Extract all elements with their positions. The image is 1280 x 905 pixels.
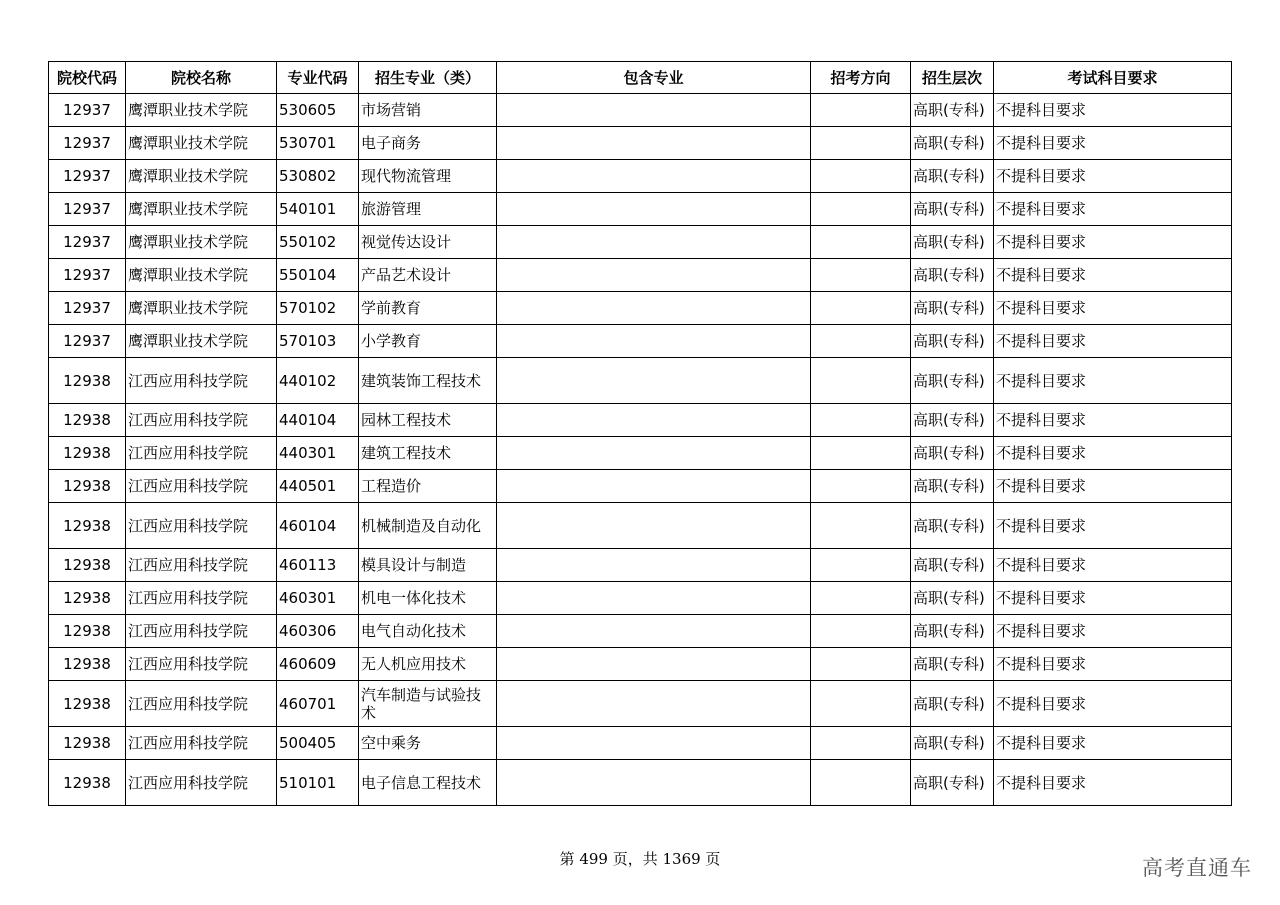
table-row	[49, 94, 1232, 127]
admissions-table	[48, 61, 1232, 806]
cell-level: 高职(专科)	[911, 727, 994, 760]
cell-school-code: 12938	[49, 582, 126, 615]
cell-level: 高职(专科)	[911, 437, 994, 470]
table-row	[49, 549, 1232, 582]
cell-included-majors	[497, 160, 811, 193]
cell-major: 市场营销	[359, 94, 497, 127]
cell-school-name: 江西应用科技学院	[126, 358, 277, 404]
cell-major-code: 460113	[277, 549, 359, 582]
header-major-code: 专业代码	[277, 62, 359, 94]
table-row	[49, 325, 1232, 358]
cell-level: 高职(专科)	[911, 94, 994, 127]
cell-major-code: 460609	[277, 648, 359, 681]
cell-included-majors	[497, 292, 811, 325]
cell-major-code: 530701	[277, 127, 359, 160]
cell-school-code: 12937	[49, 259, 126, 292]
table-row	[49, 503, 1232, 549]
cell-school-name: 江西应用科技学院	[126, 681, 277, 727]
cell-level: 高职(专科)	[911, 358, 994, 404]
cell-major: 现代物流管理	[359, 160, 497, 193]
cell-major: 空中乘务	[359, 727, 497, 760]
table-row	[49, 127, 1232, 160]
cell-school-name: 江西应用科技学院	[126, 470, 277, 503]
cell-included-majors	[497, 226, 811, 259]
cell-direction	[811, 259, 911, 292]
cell-requirement: 不提科目要求	[994, 760, 1232, 806]
cell-requirement: 不提科目要求	[994, 226, 1232, 259]
cell-school-code: 12938	[49, 358, 126, 404]
cell-major-code: 550102	[277, 226, 359, 259]
cell-major-code: 460301	[277, 582, 359, 615]
table-row	[49, 582, 1232, 615]
cell-included-majors	[497, 648, 811, 681]
cell-school-name: 江西应用科技学院	[126, 760, 277, 806]
cell-school-code: 12937	[49, 292, 126, 325]
cell-school-code: 12937	[49, 325, 126, 358]
table-row	[49, 193, 1232, 226]
cell-major-code: 460306	[277, 615, 359, 648]
cell-school-name: 鹰潭职业技术学院	[126, 160, 277, 193]
cell-major-code: 540101	[277, 193, 359, 226]
cell-requirement: 不提科目要求	[994, 404, 1232, 437]
cell-major: 机电一体化技术	[359, 582, 497, 615]
header-level: 招生层次	[911, 62, 994, 94]
cell-school-name: 江西应用科技学院	[126, 437, 277, 470]
table-row	[49, 681, 1232, 727]
cell-direction	[811, 437, 911, 470]
header-school-code: 院校代码	[49, 62, 126, 94]
cell-school-code: 12938	[49, 503, 126, 549]
cell-major-code: 530802	[277, 160, 359, 193]
cell-requirement: 不提科目要求	[994, 127, 1232, 160]
table-row	[49, 404, 1232, 437]
cell-direction	[811, 160, 911, 193]
cell-requirement: 不提科目要求	[994, 358, 1232, 404]
cell-included-majors	[497, 358, 811, 404]
cell-requirement: 不提科目要求	[994, 615, 1232, 648]
cell-level: 高职(专科)	[911, 615, 994, 648]
cell-level: 高职(专科)	[911, 582, 994, 615]
cell-direction	[811, 681, 911, 727]
cell-requirement: 不提科目要求	[994, 193, 1232, 226]
cell-requirement: 不提科目要求	[994, 549, 1232, 582]
cell-school-code: 12937	[49, 226, 126, 259]
cell-school-name: 江西应用科技学院	[126, 549, 277, 582]
cell-level: 高职(专科)	[911, 760, 994, 806]
cell-direction	[811, 615, 911, 648]
cell-major-code: 570103	[277, 325, 359, 358]
cell-direction	[811, 503, 911, 549]
cell-school-code: 12938	[49, 681, 126, 727]
cell-direction	[811, 127, 911, 160]
cell-major-code: 460104	[277, 503, 359, 549]
cell-school-name: 江西应用科技学院	[126, 648, 277, 681]
table-row	[49, 470, 1232, 503]
cell-included-majors	[497, 404, 811, 437]
cell-level: 高职(专科)	[911, 325, 994, 358]
cell-level: 高职(专科)	[911, 681, 994, 727]
table-row	[49, 259, 1232, 292]
cell-level: 高职(专科)	[911, 648, 994, 681]
cell-school-name: 江西应用科技学院	[126, 404, 277, 437]
cell-school-name: 鹰潭职业技术学院	[126, 193, 277, 226]
cell-direction	[811, 648, 911, 681]
table-row	[49, 615, 1232, 648]
cell-level: 高职(专科)	[911, 470, 994, 503]
cell-school-name: 江西应用科技学院	[126, 503, 277, 549]
cell-direction	[811, 549, 911, 582]
cell-major: 无人机应用技术	[359, 648, 497, 681]
cell-school-name: 鹰潭职业技术学院	[126, 292, 277, 325]
cell-included-majors	[497, 582, 811, 615]
cell-major: 旅游管理	[359, 193, 497, 226]
cell-major: 电子信息工程技术	[359, 760, 497, 806]
cell-requirement: 不提科目要求	[994, 648, 1232, 681]
cell-school-code: 12937	[49, 160, 126, 193]
cell-major-code: 460701	[277, 681, 359, 727]
cell-school-name: 鹰潭职业技术学院	[126, 325, 277, 358]
cell-direction	[811, 760, 911, 806]
cell-requirement: 不提科目要求	[994, 292, 1232, 325]
cell-school-name: 鹰潭职业技术学院	[126, 94, 277, 127]
cell-direction	[811, 325, 911, 358]
cell-direction	[811, 292, 911, 325]
cell-included-majors	[497, 325, 811, 358]
cell-included-majors	[497, 437, 811, 470]
cell-major: 建筑装饰工程技术	[359, 358, 497, 404]
cell-level: 高职(专科)	[911, 259, 994, 292]
watermark: 高考直通车	[1142, 856, 1252, 880]
cell-school-code: 12938	[49, 648, 126, 681]
cell-school-code: 12938	[49, 470, 126, 503]
header-direction: 招考方向	[811, 62, 911, 94]
cell-direction	[811, 226, 911, 259]
cell-school-name: 鹰潭职业技术学院	[126, 226, 277, 259]
cell-school-code: 12938	[49, 437, 126, 470]
table-row	[49, 760, 1232, 806]
table-row	[49, 727, 1232, 760]
cell-school-name: 鹰潭职业技术学院	[126, 127, 277, 160]
cell-direction	[811, 470, 911, 503]
cell-direction	[811, 358, 911, 404]
cell-major: 工程造价	[359, 470, 497, 503]
cell-major: 视觉传达设计	[359, 226, 497, 259]
cell-major-code: 570102	[277, 292, 359, 325]
cell-major-code: 530605	[277, 94, 359, 127]
cell-school-code: 12937	[49, 127, 126, 160]
cell-included-majors	[497, 259, 811, 292]
cell-level: 高职(专科)	[911, 549, 994, 582]
cell-school-name: 江西应用科技学院	[126, 727, 277, 760]
cell-major-code: 440102	[277, 358, 359, 404]
cell-requirement: 不提科目要求	[994, 160, 1232, 193]
cell-major-code: 440301	[277, 437, 359, 470]
cell-direction	[811, 94, 911, 127]
cell-requirement: 不提科目要求	[994, 437, 1232, 470]
cell-school-name: 江西应用科技学院	[126, 582, 277, 615]
cell-requirement: 不提科目要求	[994, 503, 1232, 549]
table-row	[49, 160, 1232, 193]
cell-major-code: 510101	[277, 760, 359, 806]
cell-major: 模具设计与制造	[359, 549, 497, 582]
cell-major: 机械制造及自动化	[359, 503, 497, 549]
cell-direction	[811, 404, 911, 437]
cell-level: 高职(专科)	[911, 503, 994, 549]
cell-included-majors	[497, 760, 811, 806]
cell-requirement: 不提科目要求	[994, 94, 1232, 127]
cell-included-majors	[497, 127, 811, 160]
table-header-row	[49, 62, 1232, 94]
cell-level: 高职(专科)	[911, 160, 994, 193]
cell-direction	[811, 193, 911, 226]
table-row	[49, 292, 1232, 325]
table-row	[49, 226, 1232, 259]
cell-included-majors	[497, 549, 811, 582]
cell-major: 园林工程技术	[359, 404, 497, 437]
cell-major-code: 440104	[277, 404, 359, 437]
cell-school-code: 12938	[49, 549, 126, 582]
cell-included-majors	[497, 94, 811, 127]
cell-level: 高职(专科)	[911, 193, 994, 226]
cell-school-code: 12937	[49, 94, 126, 127]
cell-school-code: 12937	[49, 193, 126, 226]
header-major: 招生专业（类）	[359, 62, 497, 94]
cell-school-code: 12938	[49, 760, 126, 806]
cell-requirement: 不提科目要求	[994, 325, 1232, 358]
cell-requirement: 不提科目要求	[994, 681, 1232, 727]
table-body	[49, 94, 1232, 806]
cell-school-code: 12938	[49, 615, 126, 648]
cell-level: 高职(专科)	[911, 292, 994, 325]
cell-level: 高职(专科)	[911, 226, 994, 259]
cell-major: 汽车制造与试验技术	[359, 681, 497, 727]
table-row	[49, 358, 1232, 404]
cell-requirement: 不提科目要求	[994, 582, 1232, 615]
cell-direction	[811, 727, 911, 760]
cell-major: 学前教育	[359, 292, 497, 325]
cell-major: 小学教育	[359, 325, 497, 358]
cell-level: 高职(专科)	[911, 127, 994, 160]
cell-major-code: 500405	[277, 727, 359, 760]
cell-major: 电子商务	[359, 127, 497, 160]
table-row	[49, 437, 1232, 470]
cell-school-name: 江西应用科技学院	[126, 615, 277, 648]
cell-included-majors	[497, 681, 811, 727]
cell-requirement: 不提科目要求	[994, 470, 1232, 503]
cell-major-code: 440501	[277, 470, 359, 503]
cell-included-majors	[497, 470, 811, 503]
cell-included-majors	[497, 193, 811, 226]
cell-included-majors	[497, 727, 811, 760]
header-school-name: 院校名称	[126, 62, 277, 94]
header-included-majors: 包含专业	[497, 62, 811, 94]
cell-included-majors	[497, 503, 811, 549]
cell-major: 电气自动化技术	[359, 615, 497, 648]
cell-included-majors	[497, 615, 811, 648]
cell-major-code: 550104	[277, 259, 359, 292]
cell-requirement: 不提科目要求	[994, 259, 1232, 292]
cell-major: 产品艺术设计	[359, 259, 497, 292]
cell-level: 高职(专科)	[911, 404, 994, 437]
cell-school-name: 鹰潭职业技术学院	[126, 259, 277, 292]
table-row	[49, 648, 1232, 681]
header-requirement: 考试科目要求	[994, 62, 1232, 94]
page-number: 第 499 页，共 1369 页	[559, 850, 721, 868]
cell-major: 建筑工程技术	[359, 437, 497, 470]
cell-school-code: 12938	[49, 727, 126, 760]
cell-requirement: 不提科目要求	[994, 727, 1232, 760]
cell-school-code: 12938	[49, 404, 126, 437]
cell-direction	[811, 582, 911, 615]
